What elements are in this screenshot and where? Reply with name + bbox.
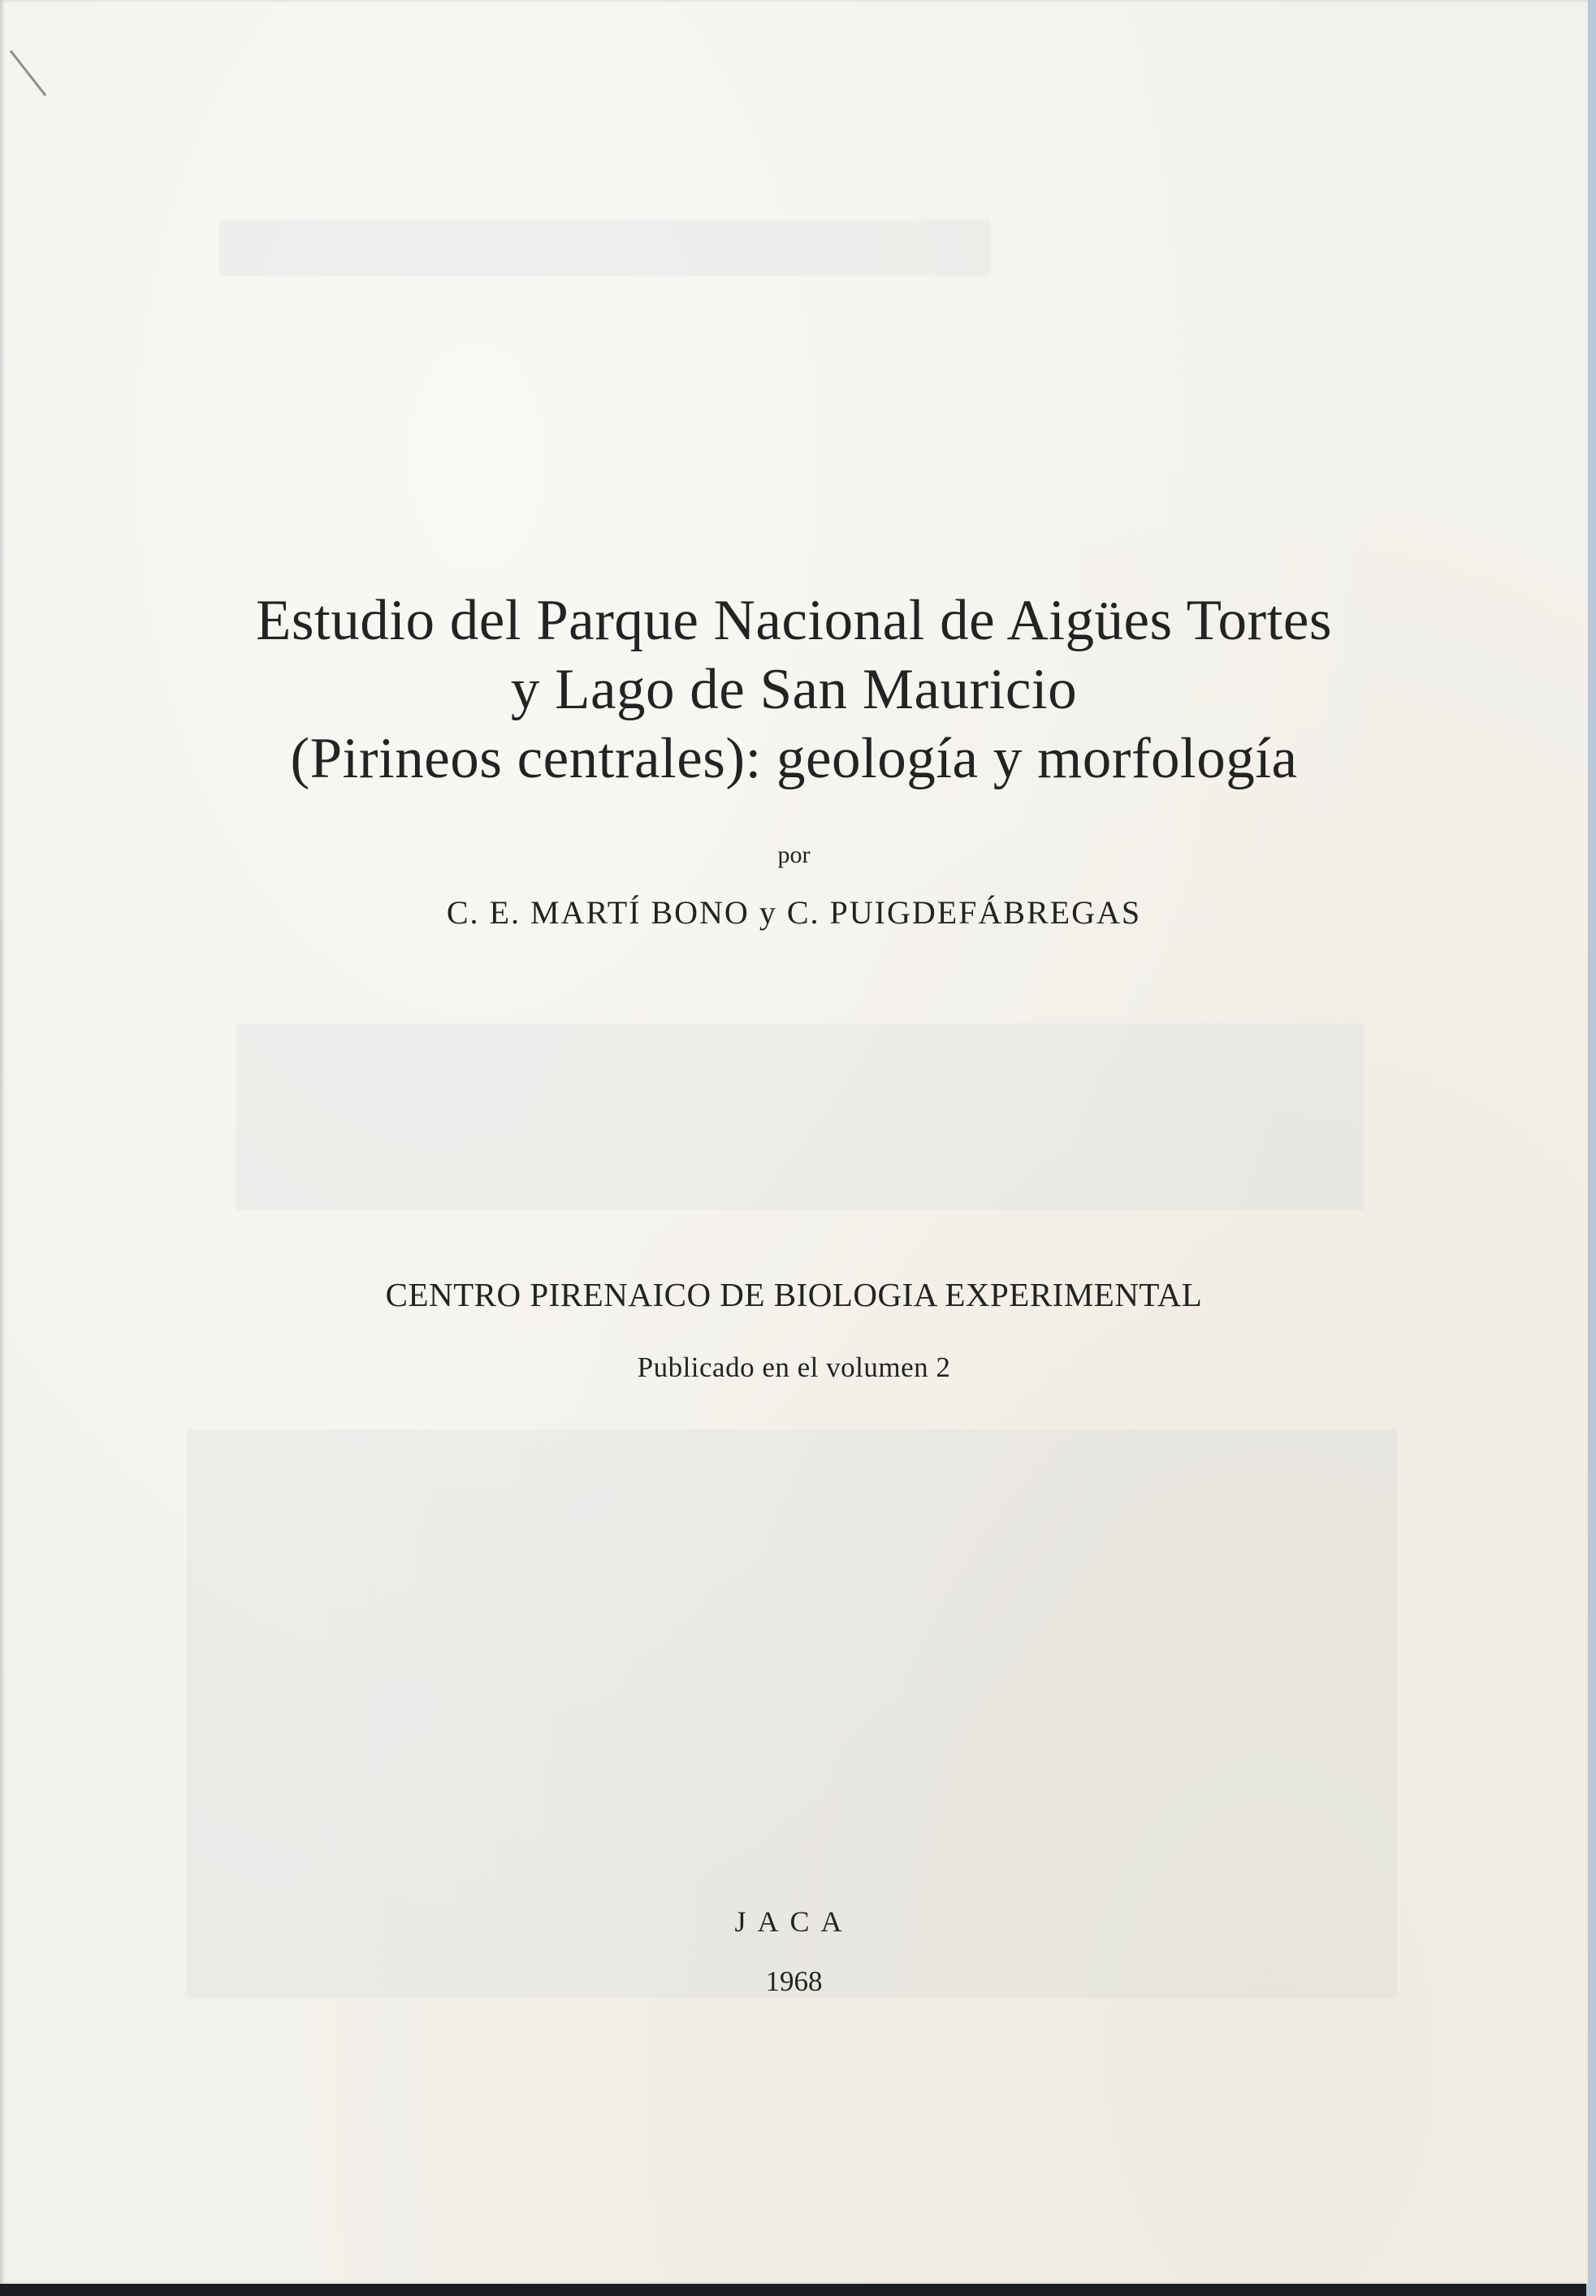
document-title: [0, 586, 1588, 793]
title-line-1: Estudio del Parque Nacional de Aigües Tortes: [256, 589, 1332, 652]
title-line-2: y Lago de San Mauricio: [510, 658, 1078, 721]
publication-note: Publicado en el volumen 2: [637, 1351, 951, 1383]
show-through-abstract: [236, 1023, 1365, 1210]
authors: C. E. MARTÍ BONO y C. PUIGDEFÁBREGAS: [446, 894, 1142, 931]
pencil-mark: [10, 50, 46, 96]
publication-year: 1968: [765, 1965, 823, 1997]
by-label: por: [777, 841, 811, 868]
title-line-3: (Pirineos centrales): geología y morfología: [290, 727, 1298, 790]
show-through-stamp: [219, 219, 991, 276]
institution-name: CENTRO PIRENAICO DE BIOLOGIA EXPERIMENTAL: [385, 1276, 1203, 1313]
publication-city: JACA: [734, 1905, 854, 1938]
